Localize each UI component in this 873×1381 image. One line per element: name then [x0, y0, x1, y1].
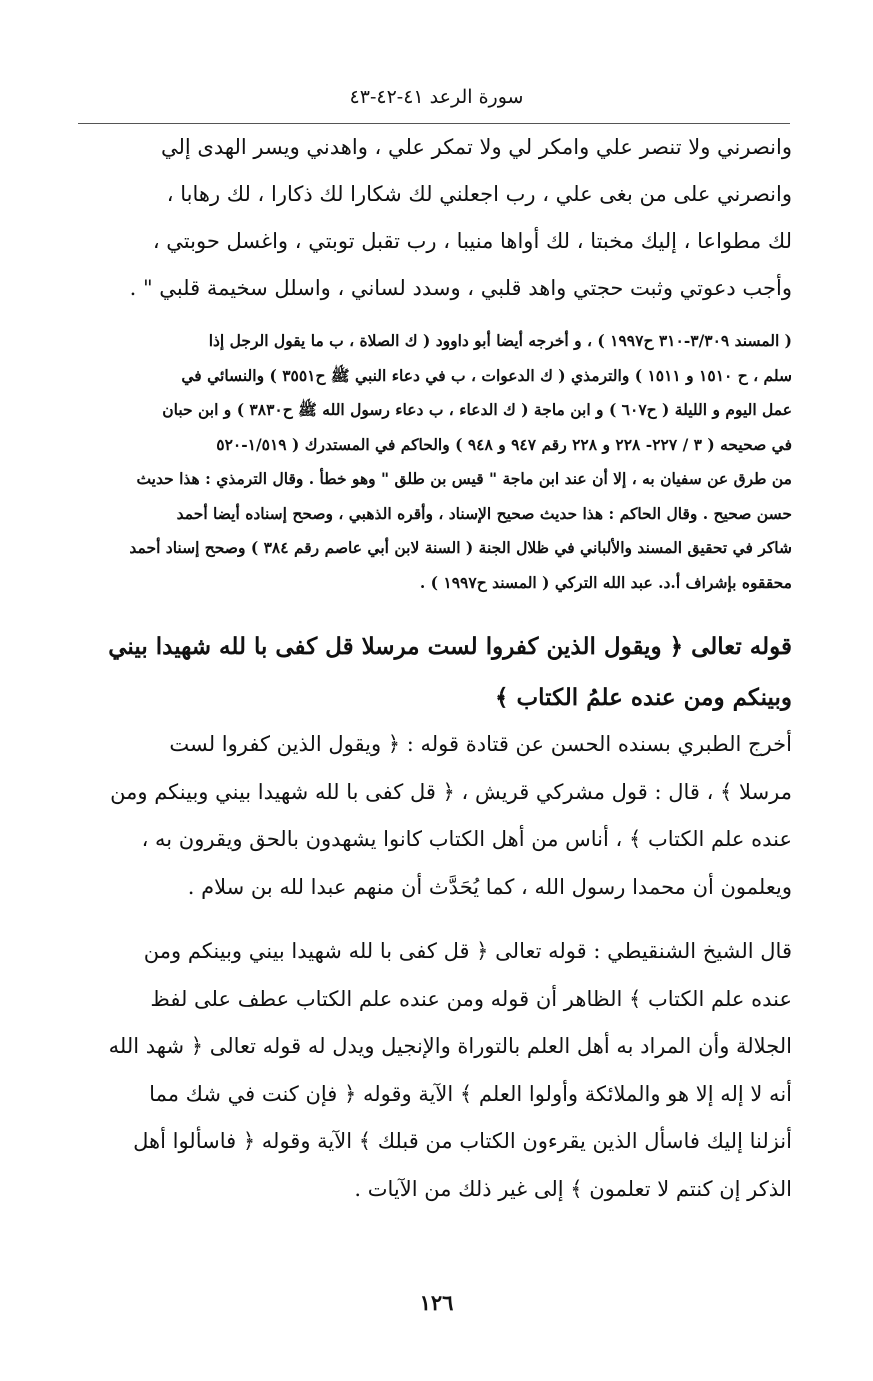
- text-line: وانصرني ولا تنصر علي وامكر لي ولا تمكر علي ، واهدني ويسر الهدى إلي: [160, 135, 792, 159]
- paragraph-line: الجلالة وأن المراد به أهل العلم بالتوراة والإنجيل ويدل له قوله تعالى ﴿ شهد الله: [108, 1034, 792, 1058]
- verse-heading: [76, 621, 792, 723]
- text-line: وانصرني على من بغى علي ، رب اجعلني لك شكارا لك ذكارا ، لك رهابا ،: [166, 182, 792, 206]
- running-header: سورة الرعد ٤١-٤٢-٤٣: [349, 86, 524, 108]
- tabari-paragraph: [76, 721, 792, 911]
- paragraph-line: أنزلنا إليك فاسأل الذين يقرءون الكتاب من قبلك ﴾ الآية وقوله ﴿ فاسألوا أهل: [133, 1129, 792, 1153]
- heading-line: وبينكم ومن عنده علمُ الكتاب ﴾: [495, 684, 792, 711]
- paragraph-line: أخرج الطبري بسنده الحسن عن قتادة قوله : ﴿ ويقول الذين كفروا لست: [169, 732, 792, 756]
- footnote-line: في صحيحه ( ٣ / ٢٢٧- ٢٢٨ و ٢٢٨ رقم ٩٤٧ و ٩٤٨ ) والحاكم في المستدرك ( ١/٥١٩-٥٢٠: [216, 434, 792, 454]
- text-line: لك مطواعا ، إليك مخبتا ، لك أواها منيبا ، رب تقبل توبتي ، واغسل حوبتي ،: [152, 229, 792, 253]
- shanqiti-paragraph: [76, 928, 792, 1213]
- footnote-line: حسن صحيح . وقال الحاكم : هذا حديث صحيح الإسناد ، وأقره الذهبي ، وصحح إسناده أيضا أحمد: [176, 503, 792, 523]
- paragraph-line: ويعلمون أن محمدا رسول الله ، كما يُحَدَّث أن منهم عبدا لله بن سلام .: [187, 874, 792, 899]
- paragraph-line: أنه لا إله إلا هو والملائكة وأولوا العلم ﴾ الآية وقوله ﴿ فإن كنت في شك مما: [149, 1081, 792, 1106]
- footnote-line: ( المسند ٣/٣٠٩-٣١٠ ح١٩٩٧ ) ، و أخرجه أيضا أبو داوود ( ك الصلاة ، ب ما يقول الرجل إذا: [208, 331, 792, 350]
- citation-footnote: [76, 324, 792, 600]
- footnote-line: شاكر في تحقيق المسند والألباني في ظلال الجنة ( السنة لابن أبي عاصم رقم ٣٨٤ ) وصحح إسناد أحمد: [129, 538, 792, 557]
- text-line: وأجب دعوتي وثبت حجتي واهد قلبي ، وسدد لساني ، واسلل سخيمة قلبي " .: [129, 276, 792, 300]
- paragraph-line: عنده علم الكتاب ﴾ ، أناس من أهل الكتاب كانوا يشهدون بالحق ويقرون به ،: [141, 827, 792, 851]
- paragraph-line: الذكر إن كنتم لا تعلمون ﴾ إلى غير ذلك من الآيات .: [354, 1176, 792, 1201]
- paragraph-line: قال الشيخ الشنقيطي : قوله تعالى ﴿ قل كفى با لله شهيدا بيني وبينكم ومن: [143, 939, 792, 963]
- footnote-line: محققوه بإشراف أ.د. عبد الله التركي ( المسند ح١٩٩٧ ) .: [419, 572, 792, 592]
- paragraph-line: عنده علم الكتاب ﴾ الظاهر أن قوله ومن عنده علم الكتاب عطف على لفظ: [150, 986, 792, 1011]
- supplication-text: [76, 124, 792, 312]
- footnote-line: عمل اليوم و الليلة ( ح٦٠٧ ) و ابن ماجة ( ك الدعاء ، ب دعاء رسول الله ﷺ ح٣٨٣٠ ) و ابن حبان: [162, 400, 792, 419]
- heading-line: قوله تعالى ﴿ ويقول الذين كفروا لست مرسلا قل كفى با لله شهيدا بيني: [108, 633, 792, 660]
- page-number: ١٢٦: [419, 1290, 454, 1315]
- footnote-line: من طرق عن سفيان به ، إلا أن عند ابن ماجة " قيس بن طلق " وهو خطأ . وقال الترمذي : هذا حديث: [136, 469, 792, 488]
- paragraph-line: مرسلا ﴾ ، قال : قول مشركي قريش ، ﴿ قل كفى با لله شهيدا بيني وبينكم ومن: [110, 779, 792, 804]
- footnote-line: سلم ، ح ١٥١٠ و ١٥١١ ) والترمذي ( ك الدعوات ، ب في دعاء النبي ﷺ ح٣٥٥١ ) والنسائي في: [181, 365, 792, 385]
